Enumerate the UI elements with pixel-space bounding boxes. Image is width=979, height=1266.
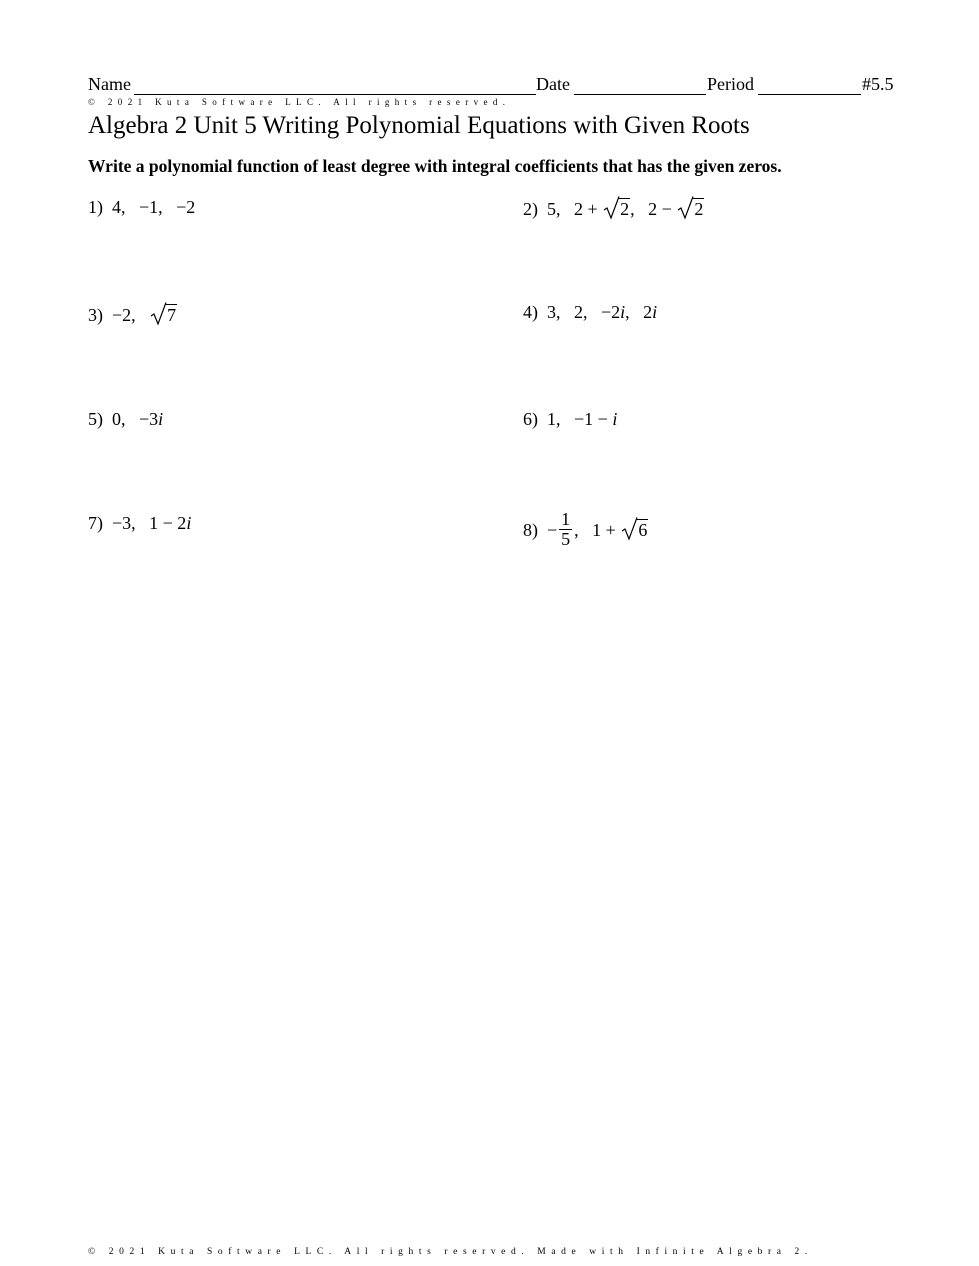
problem-number: 5) — [88, 409, 103, 429]
problem-zeros-part: 1, −1 − — [547, 409, 613, 429]
name-blank[interactable] — [134, 77, 536, 95]
sqrt-expression: 2 — [604, 198, 630, 220]
problem-zeros-part: −2, — [112, 305, 150, 325]
problem-2 — [523, 198, 704, 220]
problem-zeros-part: , 2 − — [630, 199, 677, 219]
problem-zeros-part: 0, −3 — [112, 409, 159, 429]
fraction — [559, 510, 572, 549]
fraction-denominator: 5 — [561, 529, 571, 549]
problem-number: 7) — [88, 513, 103, 533]
imaginary-unit: i — [186, 513, 192, 533]
sqrt-expression: 2 — [678, 198, 704, 220]
sqrt-expression: 7 — [151, 304, 177, 326]
problem-1 — [88, 196, 195, 218]
period-blank[interactable] — [758, 77, 861, 95]
imaginary-unit: i — [620, 302, 626, 322]
problem-number: 2) — [523, 199, 538, 219]
radical-sign-icon — [678, 196, 694, 220]
date-blank[interactable] — [574, 77, 706, 95]
problem-4 — [523, 301, 657, 323]
sqrt-expression: 6 — [622, 519, 648, 541]
problem-8 — [523, 510, 648, 549]
problem-zeros-part: −3, 1 − 2 — [112, 513, 187, 533]
instructions: Write a polynomial function of least degree with integral coefficients that has the given zeros. — [88, 156, 782, 176]
problem-number: 1) — [88, 197, 103, 217]
radical-sign-icon — [151, 302, 167, 326]
page-title: Algebra 2 Unit 5 Writing Polynomial Equations with Given Roots — [88, 112, 750, 139]
copyright-top: © 2021 Kuta Software LLC. All rights reserved. — [88, 97, 511, 107]
problem-number: 8) — [523, 519, 538, 540]
problem-6 — [523, 408, 617, 430]
problem-number: 6) — [523, 409, 538, 429]
problem-zeros-part: , 2 — [625, 302, 653, 322]
imaginary-unit: i — [612, 409, 618, 429]
problem-5 — [88, 408, 163, 430]
negative-sign: − — [547, 519, 558, 540]
worksheet-code: #5.5 — [862, 74, 894, 94]
problem-number: 3) — [88, 305, 103, 325]
imaginary-unit: i — [652, 302, 658, 322]
period-label: Period — [707, 74, 754, 94]
imaginary-unit: i — [158, 409, 164, 429]
problem-zeros-part: , 1 + — [574, 519, 621, 540]
problem-number: 4) — [523, 302, 538, 322]
radical-sign-icon — [622, 517, 638, 541]
copyright-bottom: © 2021 Kuta Software LLC. All rights reserved. Made with Infinite Algebra 2. — [88, 1247, 813, 1257]
problem-zeros: 4, −1, −2 — [112, 197, 196, 217]
problem-3 — [88, 304, 177, 326]
problem-zeros-part: 5, 2 + — [547, 199, 603, 219]
problem-7 — [88, 512, 191, 534]
name-label: Name — [88, 74, 131, 94]
problem-zeros-part: 3, 2, −2 — [547, 302, 621, 322]
date-label: Date — [536, 74, 570, 94]
radical-sign-icon — [604, 196, 620, 220]
fraction-numerator: 1 — [561, 509, 571, 529]
